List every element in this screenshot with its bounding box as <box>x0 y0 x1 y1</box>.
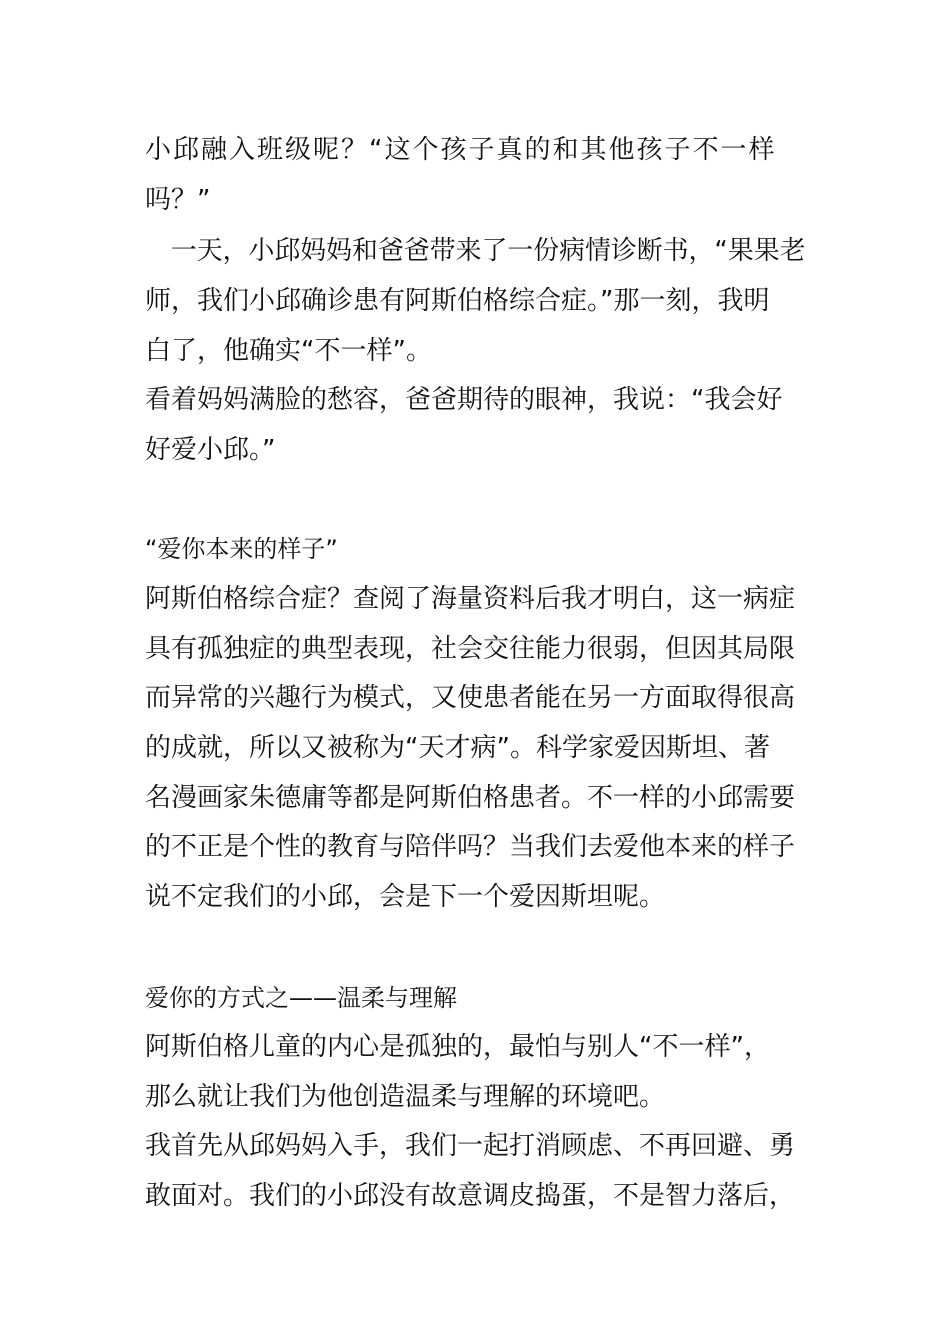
text-line: 师，我们小邱确诊患有阿斯伯格综合症。”那一刻，我明 <box>145 286 770 316</box>
text-line: 阿斯伯格儿童的内心是孤独的，最怕与别人“不一样”， <box>145 1032 770 1062</box>
text-line: 说不定我们的小邱，会是下一个爱因斯坦呢。 <box>145 882 666 912</box>
section-heading: 爱你的方式之——温柔与理解 <box>145 984 457 1012</box>
text-line: 名漫画家朱德庸等都是阿斯伯格患者。不一样的小邱需要 <box>145 783 796 813</box>
text-line: 看着妈妈满脸的愁容，爸爸期待的眼神，我说：“我会好 <box>145 385 783 415</box>
text-line: 敢面对。我们的小邱没有故意调皮捣蛋，不是智力落后， <box>145 1181 796 1211</box>
section-heading: “爱你本来的样子” <box>145 535 338 563</box>
text-line: 我首先从邱妈妈入手，我们一起打消顾虑、不再回避、勇 <box>145 1131 796 1161</box>
text-line: 好爱小邱。” <box>145 435 276 465</box>
text-line: 小邱融入班级呢？“这个孩子真的和其他孩子不一样 <box>145 135 777 165</box>
text-line: 的成就，所以又被称为“天才病”。科学家爱因斯坦、著 <box>145 733 770 763</box>
text-line: 具有孤独症的典型表现，社会交往能力很弱，但因其局限 <box>145 634 796 664</box>
text-line: 一天，小邱妈妈和爸爸带来了一份病情诊断书，“果果老 <box>145 236 806 266</box>
text-line: 吗？” <box>145 185 211 215</box>
text-line: 白了，他确实“不一样”。 <box>145 336 432 366</box>
text-line: 而异常的兴趣行为模式，又使患者能在另一方面取得很高 <box>145 683 796 713</box>
text-line: 阿斯伯格综合症？查阅了海量资料后我才明白，这一病症 <box>145 584 796 614</box>
text-line: 那么就让我们为他创造温柔与理解的环境吧。 <box>145 1082 666 1112</box>
text-line: 的不正是个性的教育与陪伴吗？当我们去爱他本来的样子 <box>145 832 796 862</box>
